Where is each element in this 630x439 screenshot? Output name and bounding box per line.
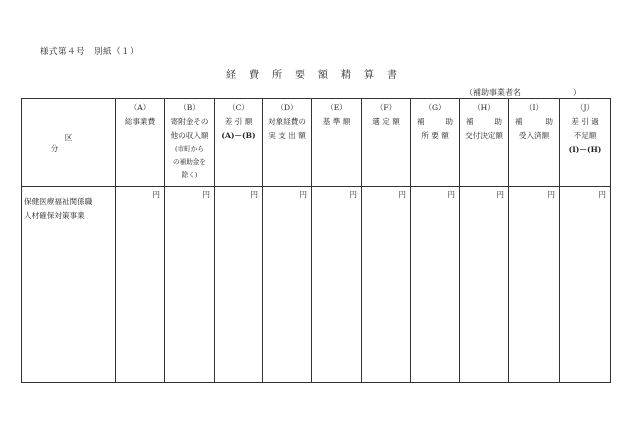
amount-cell-c xyxy=(215,187,263,383)
expense-table xyxy=(21,98,611,383)
amount-cell-h xyxy=(460,187,509,383)
column-split-part: 補 xyxy=(515,117,523,126)
unit-label: 円 xyxy=(496,190,504,199)
amount-cell-d xyxy=(263,187,312,383)
column-code: （I） xyxy=(524,103,544,112)
column-code: （E） xyxy=(326,103,347,112)
column-split-part: 補 xyxy=(466,117,474,126)
column-note-line: 除く) xyxy=(181,171,198,179)
row-header-cell xyxy=(22,99,116,187)
column-label-line: 基 準 額 xyxy=(322,117,351,126)
column-code: （B） xyxy=(179,103,200,112)
unit-label: 円 xyxy=(152,190,160,199)
column-split-part: 助 xyxy=(545,117,553,126)
row-header-label: 区分 xyxy=(50,132,101,153)
column-split-part: 補 xyxy=(417,117,425,126)
header-row xyxy=(22,99,611,187)
column-split-part: 助 xyxy=(445,117,453,126)
column-label-line: 差 引 過 xyxy=(571,117,599,126)
column-header-g xyxy=(411,99,460,187)
unit-label: 円 xyxy=(202,190,210,199)
column-note-line: の補助金を xyxy=(173,158,206,166)
column-header-h xyxy=(460,99,509,187)
unit-label: 円 xyxy=(598,190,606,199)
column-label-line: 対象経費の xyxy=(268,117,306,126)
column-code: （F） xyxy=(375,103,397,112)
amount-cell-b xyxy=(165,187,215,383)
form-number: 様式第４号 別紙（１） xyxy=(40,47,140,57)
column-code: （A） xyxy=(129,103,151,112)
data-row xyxy=(22,187,611,383)
column-header-a xyxy=(116,99,165,187)
column-label-line: 差 引 額 xyxy=(224,117,253,126)
project-name-line: 人材確保対策事業 xyxy=(24,211,85,220)
column-note-line: (市町から xyxy=(175,145,204,153)
operator-name-label xyxy=(465,87,581,98)
amount-cell-f xyxy=(362,187,411,383)
column-header-f xyxy=(362,99,411,187)
operator-close-paren: ） xyxy=(573,88,581,97)
column-code: （G） xyxy=(424,103,446,112)
column-header-e xyxy=(312,99,362,187)
column-split-heading xyxy=(460,115,508,129)
column-code: （H） xyxy=(473,103,495,112)
unit-label: 円 xyxy=(250,190,258,199)
column-label-line: 受入済額 xyxy=(518,131,550,140)
unit-label: 円 xyxy=(349,190,357,199)
column-label-line: 他の収入額 xyxy=(170,131,209,140)
unit-label: 円 xyxy=(299,190,307,199)
column-code: （D） xyxy=(276,103,298,112)
project-name-line: 保健医療福祉関係職 xyxy=(24,197,93,206)
column-label-line: 寄附金その xyxy=(170,117,209,126)
amount-cell-g xyxy=(411,187,460,383)
column-split-heading xyxy=(411,115,459,129)
unit-label: 円 xyxy=(447,190,455,199)
column-split-part: 助 xyxy=(494,117,502,126)
amount-cell-e xyxy=(312,187,362,383)
column-label-line: 交付決定額 xyxy=(465,131,503,140)
unit-label: 円 xyxy=(547,190,555,199)
column-header-d xyxy=(263,99,312,187)
column-code: （J） xyxy=(575,103,595,112)
column-formula: (I)－(H) xyxy=(568,145,602,154)
column-header-b xyxy=(165,99,215,187)
column-label-line: 総事業費 xyxy=(124,117,156,126)
column-label-line: 実 支 出 額 xyxy=(268,131,306,140)
document-title: 経費所要額精算書 xyxy=(226,70,410,81)
column-label-line: 所 要 額 xyxy=(421,131,449,140)
column-header-j xyxy=(560,99,611,187)
amount-cell-j xyxy=(560,187,611,383)
column-label-line: 不足額 xyxy=(573,131,597,140)
column-header-i xyxy=(509,99,560,187)
operator-label: （補助事業者名 xyxy=(465,88,521,97)
amount-cell-a xyxy=(116,187,165,383)
column-label-line: 選 定 額 xyxy=(372,117,400,126)
column-split-heading xyxy=(509,115,559,129)
amount-cell-i xyxy=(509,187,560,383)
project-name-cell xyxy=(22,187,116,383)
column-header-c xyxy=(215,99,263,187)
column-formula: (A)－(B) xyxy=(221,131,256,140)
unit-label: 円 xyxy=(398,190,406,199)
column-code: （C） xyxy=(228,103,249,112)
